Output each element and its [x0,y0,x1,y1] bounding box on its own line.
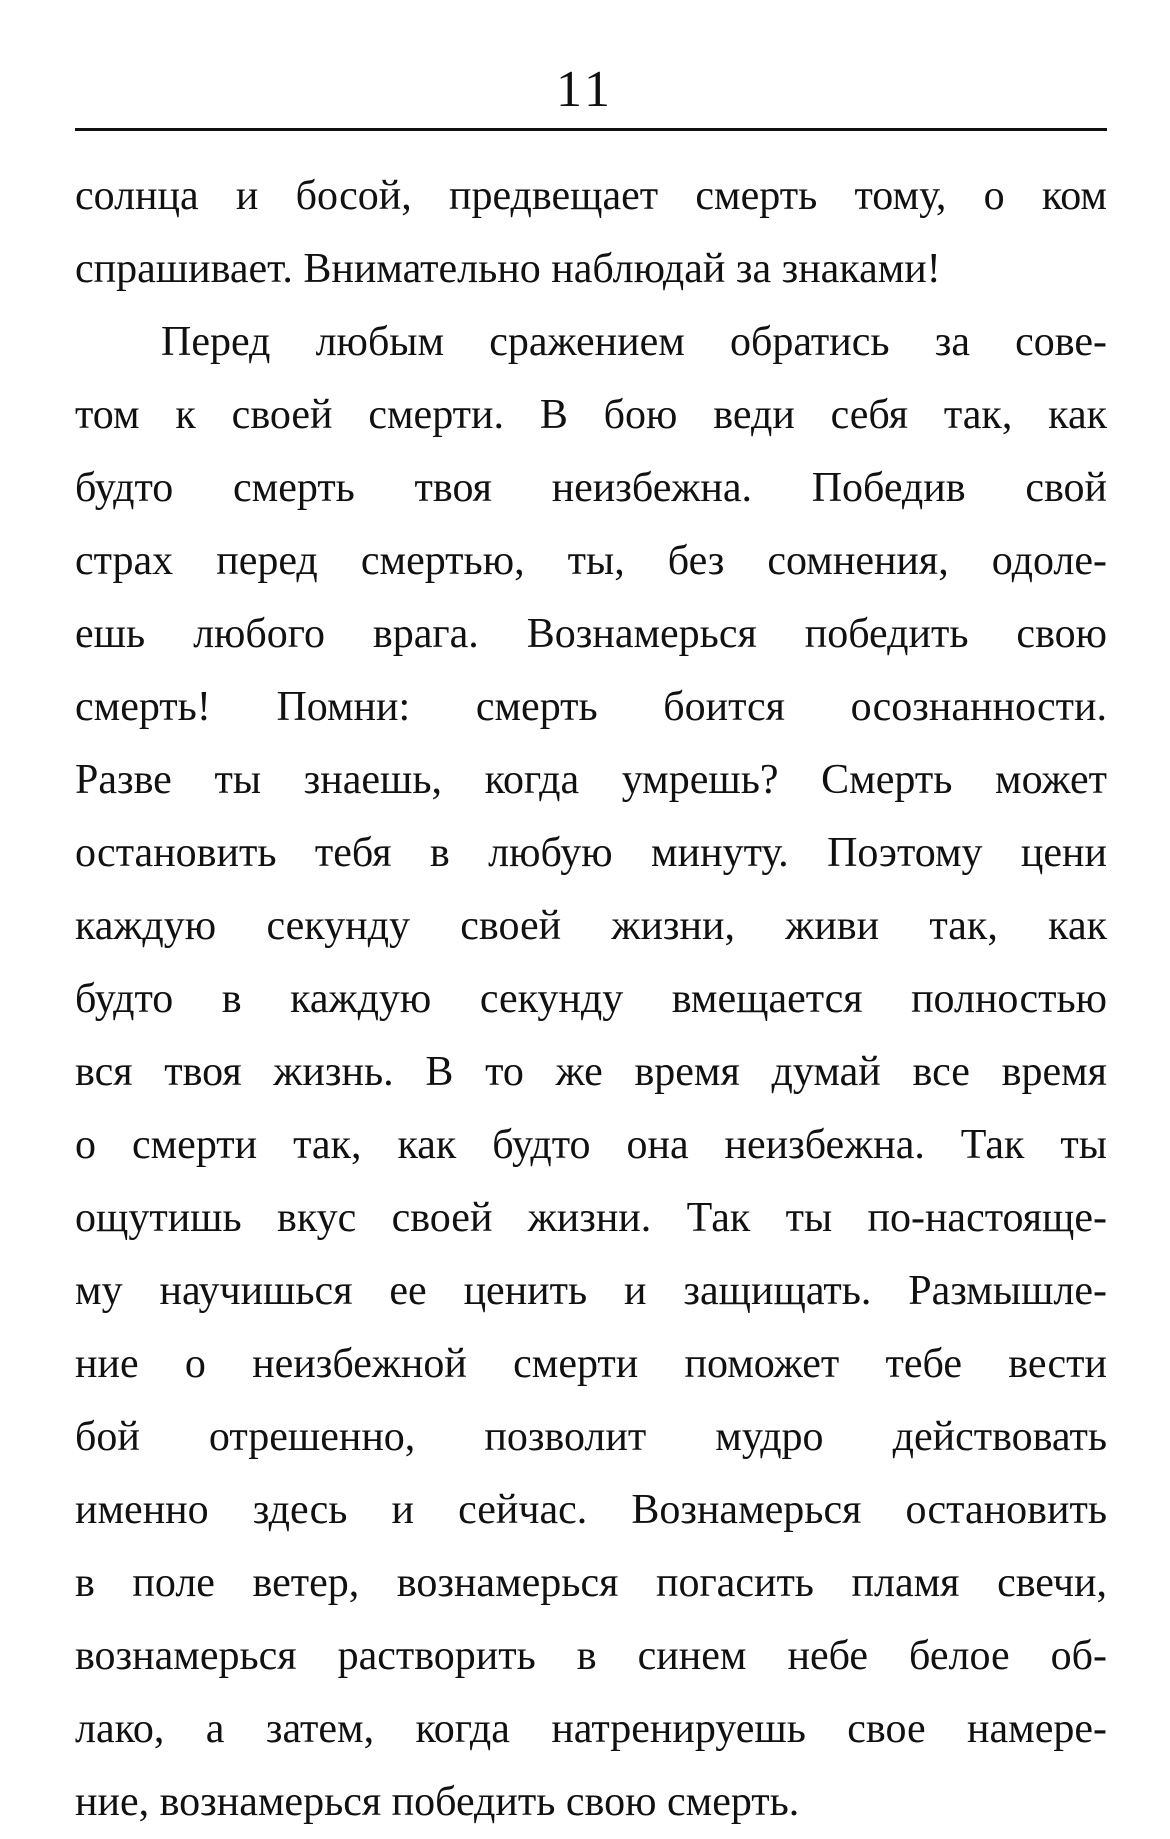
text-line: смерть! Помни: смерть боится осознанности. [75,684,1107,730]
text-line: будто в каждую секунду вмещается полностью [75,976,1107,1022]
text-line: Перед любым сражением обратись за сове- [161,319,1107,365]
text-line: именно здесь и сейчас. Вознамерься остановить [75,1487,1107,1533]
text-line: ощутишь вкус своей жизни. Так ты по-настояще- [75,1195,1107,1241]
text-line: вся твоя жизнь. В то же время думай все время [75,1049,1107,1095]
text-line: ние, вознамерься победить свою смерть. [75,1779,800,1825]
text-line: лако, а затем, когда натренируешь свое намере- [75,1706,1107,1752]
text-line: спрашивает. Внимательно наблюдай за знаками! [75,246,941,292]
text-line: му научишься ее ценить и защищать. Размышле- [75,1268,1107,1314]
text-line: в поле ветер, вознамерься погасить пламя свечи, [75,1560,1107,1606]
text-line: будто смерть твоя неизбежна. Победив свой [75,465,1107,511]
text-line: вознамерься растворить в синем небе белое об- [75,1633,1107,1679]
text-line: о смерти так, как будто она неизбежна. Так ты [75,1122,1107,1168]
header-rule [75,128,1107,131]
text-line: солнца и босой, предвещает смерть тому, о ком [75,173,1107,219]
text-line: том к своей смерти. В бою веди себя так, как [75,392,1107,438]
text-line: страх перед смертью, ты, без сомнения, одоле- [75,538,1107,584]
text-line: бой отрешенно, позволит мудро действовать [75,1414,1107,1460]
text-line: ние о неизбежной смерти поможет тебе вести [75,1341,1107,1387]
body-text [75,160,1107,1839]
text-line: остановить тебя в любую минуту. Поэтому цени [75,830,1107,876]
text-line: каждую секунду своей жизни, живи так, как [75,903,1107,949]
text-line: Разве ты знаешь, когда умрешь? Смерть может [75,757,1107,803]
text-line: ешь любого врага. Вознамерься победить свою [75,611,1107,657]
page-number: 11 [555,61,615,118]
